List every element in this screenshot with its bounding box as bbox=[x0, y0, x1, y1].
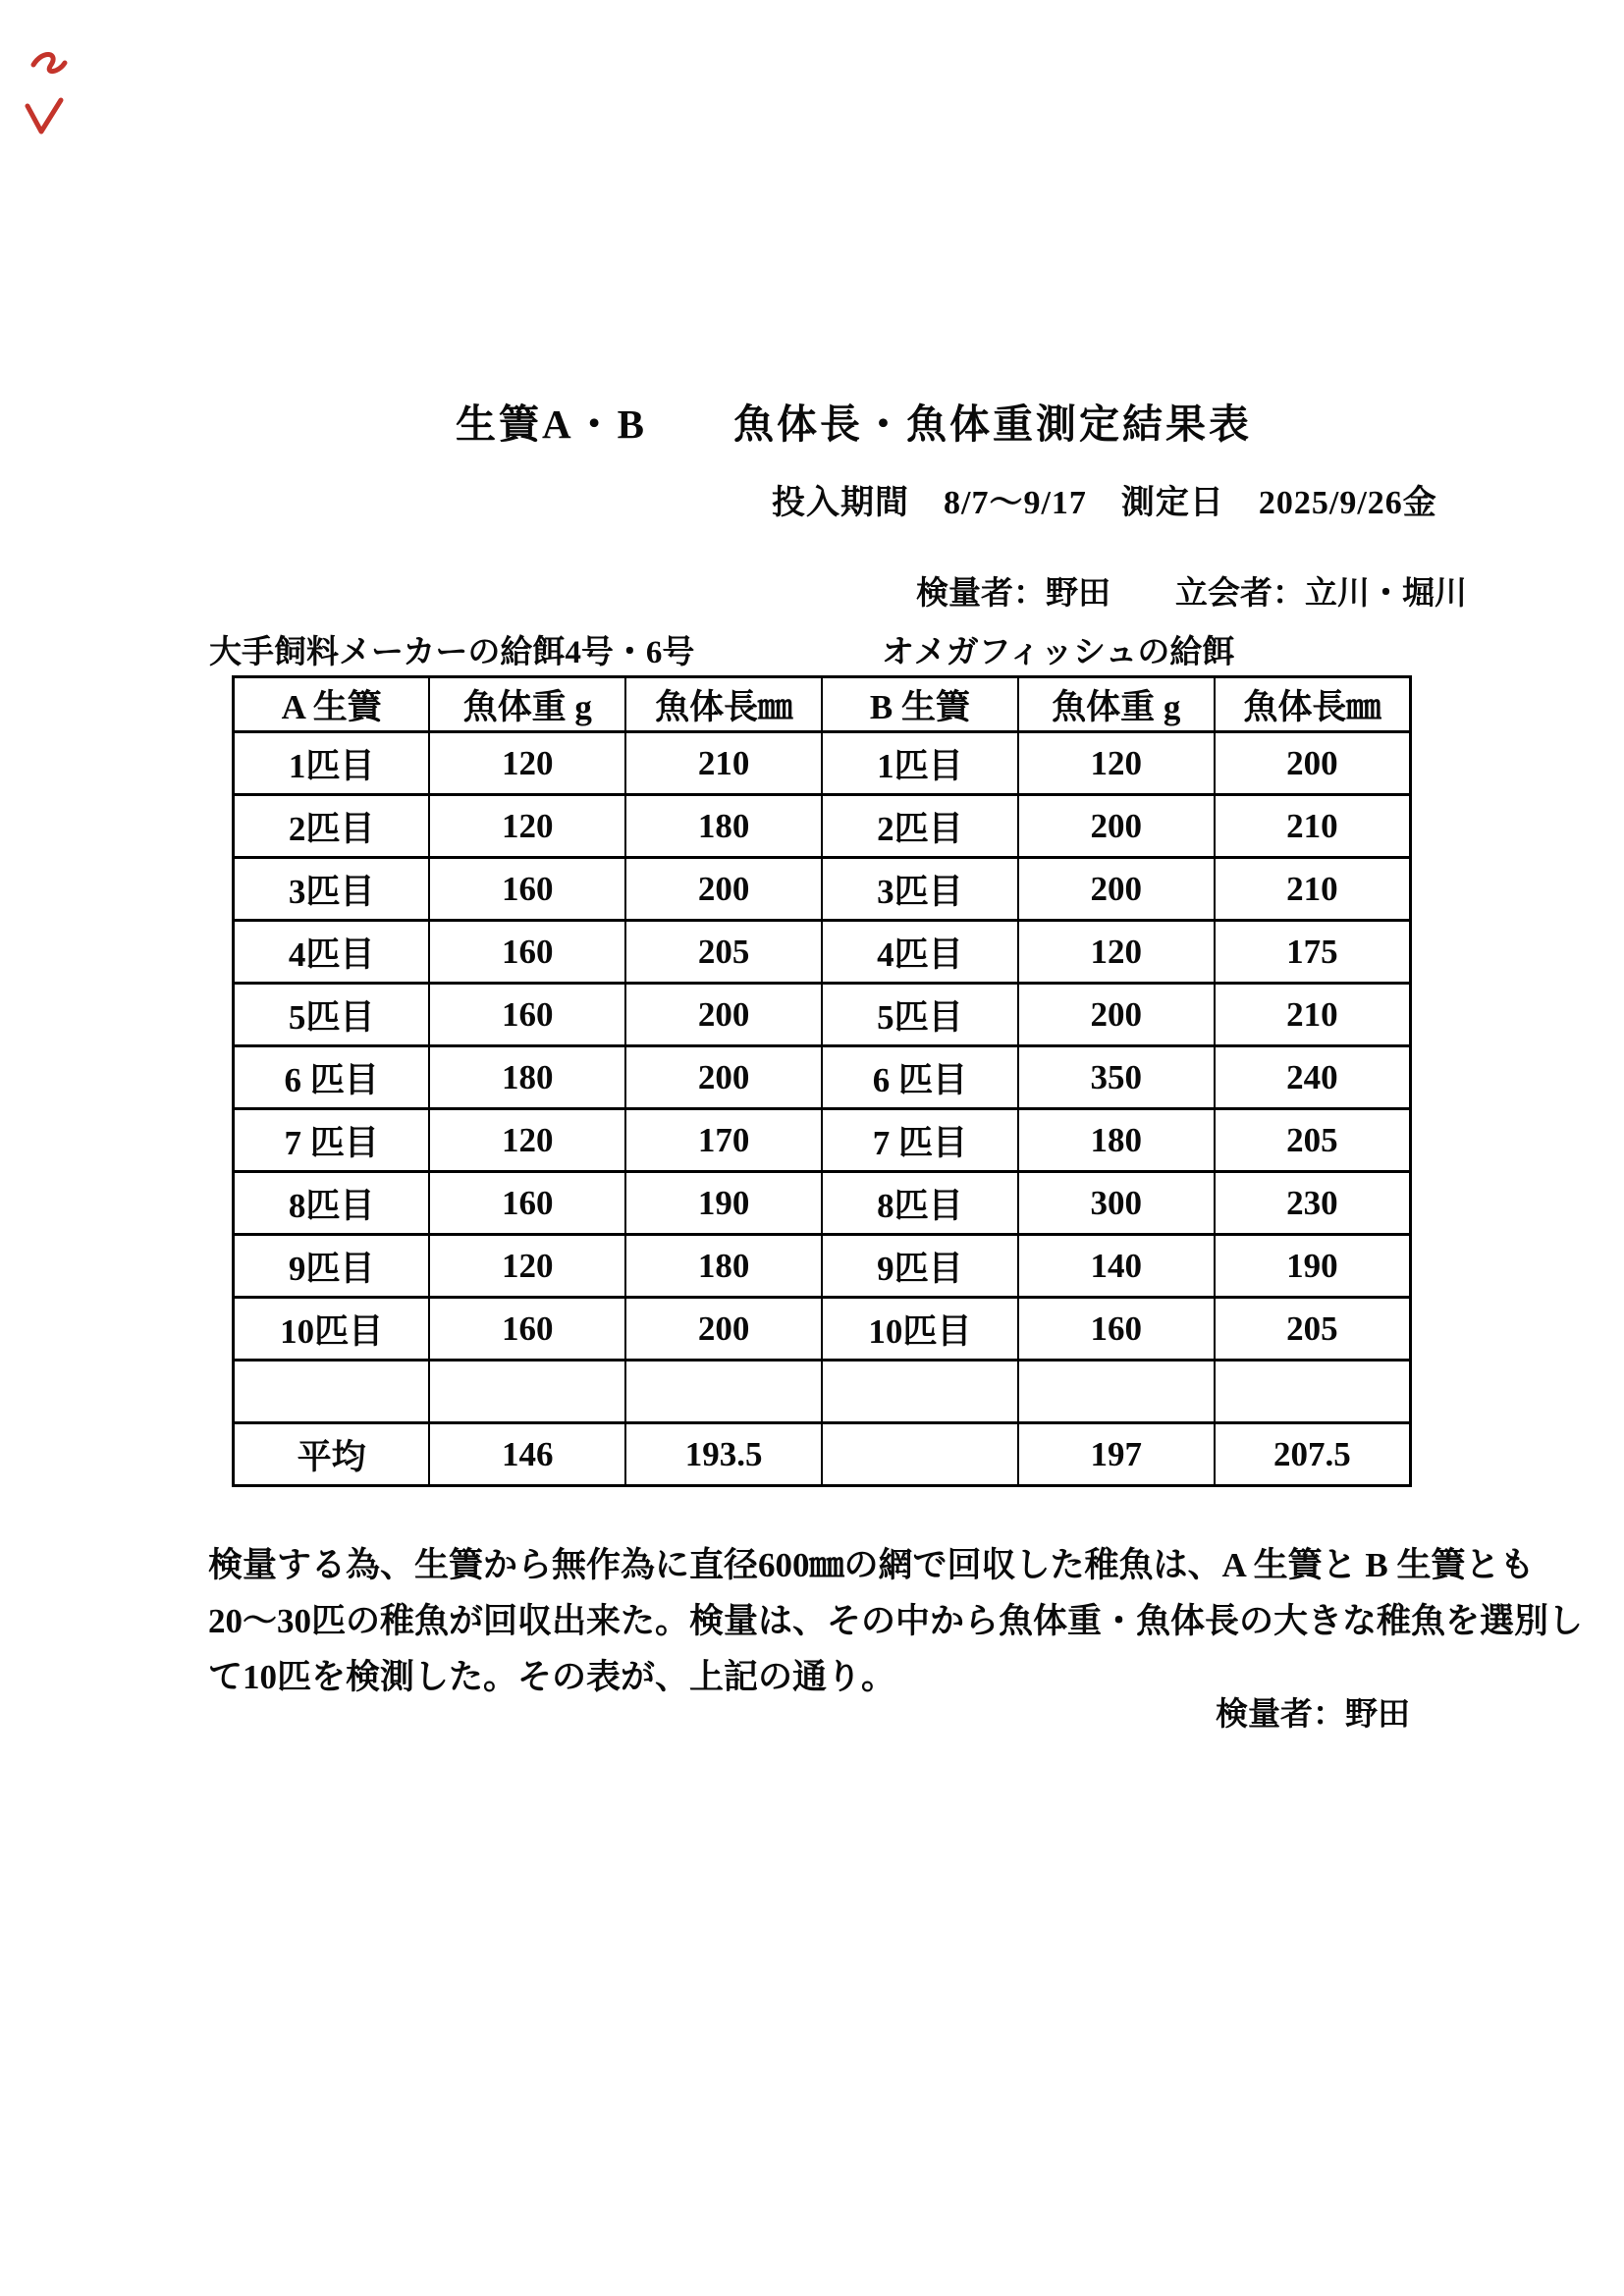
table-cell: 190 bbox=[625, 1172, 822, 1235]
table-cell: 1匹目 bbox=[234, 732, 430, 795]
table-cell: 4匹目 bbox=[234, 921, 430, 984]
table-cell: 180 bbox=[429, 1046, 625, 1109]
table-cell: 300 bbox=[1018, 1172, 1215, 1235]
table-cell: 210 bbox=[1215, 984, 1411, 1046]
feed-label-pen-b: オメガフィッシュの給餌 bbox=[882, 635, 1235, 670]
table-cell: 160 bbox=[429, 921, 625, 984]
note-paragraph bbox=[208, 1537, 1584, 1705]
table-cell: 200 bbox=[1018, 858, 1215, 921]
table-cell: 190 bbox=[1215, 1235, 1411, 1298]
note-line-1: 検量する為、生簀から無作為に直径600㎜の網で回収した稚魚は、A 生簀と B 生簀とも bbox=[208, 1546, 1535, 1584]
table-cell: 200 bbox=[625, 1046, 822, 1109]
table-cell: 200 bbox=[1018, 795, 1215, 858]
column-header: 魚体重 g bbox=[429, 677, 625, 732]
table-cell: 6 匹目 bbox=[822, 1046, 1018, 1109]
note-line-3: て10匹を検測した。その表が、上記の通り。 bbox=[208, 1658, 896, 1696]
table-cell: 200 bbox=[1018, 984, 1215, 1046]
table-cell: 120 bbox=[1018, 732, 1215, 795]
table-cell: 7 匹目 bbox=[822, 1109, 1018, 1172]
inspector-witness-line: 検量者：野田 立会者：立川・堀川 bbox=[916, 576, 1467, 612]
table-cell: 180 bbox=[625, 795, 822, 858]
measurement-table-body bbox=[234, 732, 1411, 1486]
table-cell: 200 bbox=[625, 984, 822, 1046]
table-cell: 210 bbox=[1215, 858, 1411, 921]
table-cell: 193.5 bbox=[625, 1423, 822, 1486]
table-cell bbox=[1215, 1361, 1411, 1423]
table-cell: 160 bbox=[429, 858, 625, 921]
table-cell: 180 bbox=[625, 1235, 822, 1298]
table-row bbox=[234, 1423, 1411, 1486]
table-row bbox=[234, 1235, 1411, 1298]
table-cell: 160 bbox=[429, 1298, 625, 1361]
table-cell: 3匹目 bbox=[234, 858, 430, 921]
table-cell bbox=[822, 1361, 1018, 1423]
table-cell: 6 匹目 bbox=[234, 1046, 430, 1109]
table-cell: 200 bbox=[625, 858, 822, 921]
table-row bbox=[234, 1109, 1411, 1172]
red-pen-marks bbox=[18, 41, 88, 149]
table-cell: 7 匹目 bbox=[234, 1109, 430, 1172]
table-cell: 120 bbox=[429, 732, 625, 795]
table-cell: 197 bbox=[1018, 1423, 1215, 1486]
table-cell: 9匹目 bbox=[822, 1235, 1018, 1298]
table-cell: 205 bbox=[625, 921, 822, 984]
table-cell: 10匹目 bbox=[822, 1298, 1018, 1361]
table-cell: 5匹目 bbox=[234, 984, 430, 1046]
table-cell bbox=[1018, 1361, 1215, 1423]
page-title: 生簀A・B 魚体長・魚体重測定結果表 bbox=[456, 401, 1252, 447]
table-row bbox=[234, 732, 1411, 795]
feed-label-pen-a: 大手飼料メーカーの給餌4号・6号 bbox=[209, 635, 695, 670]
table-cell: 205 bbox=[1215, 1298, 1411, 1361]
table-cell: 2匹目 bbox=[822, 795, 1018, 858]
table-cell: 140 bbox=[1018, 1235, 1215, 1298]
signature-inspector: 検量者：野田 bbox=[1216, 1697, 1410, 1733]
table-cell: 180 bbox=[1018, 1109, 1215, 1172]
table-cell: 9匹目 bbox=[234, 1235, 430, 1298]
table-cell: 120 bbox=[429, 1109, 625, 1172]
table-row bbox=[234, 921, 1411, 984]
period-and-measure-date: 投入期間 8/7～9/17 測定日 2025/9/26金 bbox=[772, 485, 1437, 521]
column-header: 魚体長㎜ bbox=[1215, 677, 1411, 732]
measurement-table bbox=[232, 675, 1412, 1487]
column-header: A 生簀 bbox=[234, 677, 430, 732]
table-cell: 平均 bbox=[234, 1423, 430, 1486]
table-cell: 10匹目 bbox=[234, 1298, 430, 1361]
table-cell: 200 bbox=[1215, 732, 1411, 795]
table-row bbox=[234, 858, 1411, 921]
table-cell: 146 bbox=[429, 1423, 625, 1486]
table-cell bbox=[822, 1423, 1018, 1486]
table-row bbox=[234, 1172, 1411, 1235]
table-cell: 207.5 bbox=[1215, 1423, 1411, 1486]
table-cell: 2匹目 bbox=[234, 795, 430, 858]
table-cell: 160 bbox=[1018, 1298, 1215, 1361]
table-row bbox=[234, 1298, 1411, 1361]
column-header: 魚体長㎜ bbox=[625, 677, 822, 732]
table-cell: 8匹目 bbox=[822, 1172, 1018, 1235]
table-cell: 200 bbox=[625, 1298, 822, 1361]
table-cell: 230 bbox=[1215, 1172, 1411, 1235]
column-header: B 生簀 bbox=[822, 677, 1018, 732]
table-cell: 4匹目 bbox=[822, 921, 1018, 984]
column-header: 魚体重 g bbox=[1018, 677, 1215, 732]
table-cell: 3匹目 bbox=[822, 858, 1018, 921]
table-cell: 1匹目 bbox=[822, 732, 1018, 795]
table-cell bbox=[234, 1361, 430, 1423]
note-line-2: 20～30匹の稚魚が回収出来た。検量は、その中から魚体重・魚体長の大きな稚魚を選別し bbox=[208, 1602, 1584, 1640]
table-cell: 175 bbox=[1215, 921, 1411, 984]
table-row bbox=[234, 1361, 1411, 1423]
measurement-table-header bbox=[234, 677, 1411, 732]
table-cell: 160 bbox=[429, 984, 625, 1046]
table-cell bbox=[625, 1361, 822, 1423]
table-cell: 160 bbox=[429, 1172, 625, 1235]
table-cell: 350 bbox=[1018, 1046, 1215, 1109]
table-cell: 120 bbox=[429, 795, 625, 858]
table-cell: 120 bbox=[429, 1235, 625, 1298]
table-cell: 210 bbox=[625, 732, 822, 795]
table-cell: 8匹目 bbox=[234, 1172, 430, 1235]
table-row bbox=[234, 795, 1411, 858]
header-row bbox=[234, 677, 1411, 732]
table-cell bbox=[429, 1361, 625, 1423]
table-cell: 5匹目 bbox=[822, 984, 1018, 1046]
table-cell: 240 bbox=[1215, 1046, 1411, 1109]
table-row bbox=[234, 1046, 1411, 1109]
table-cell: 205 bbox=[1215, 1109, 1411, 1172]
table-cell: 120 bbox=[1018, 921, 1215, 984]
table-row bbox=[234, 984, 1411, 1046]
table-cell: 170 bbox=[625, 1109, 822, 1172]
table-cell: 210 bbox=[1215, 795, 1411, 858]
